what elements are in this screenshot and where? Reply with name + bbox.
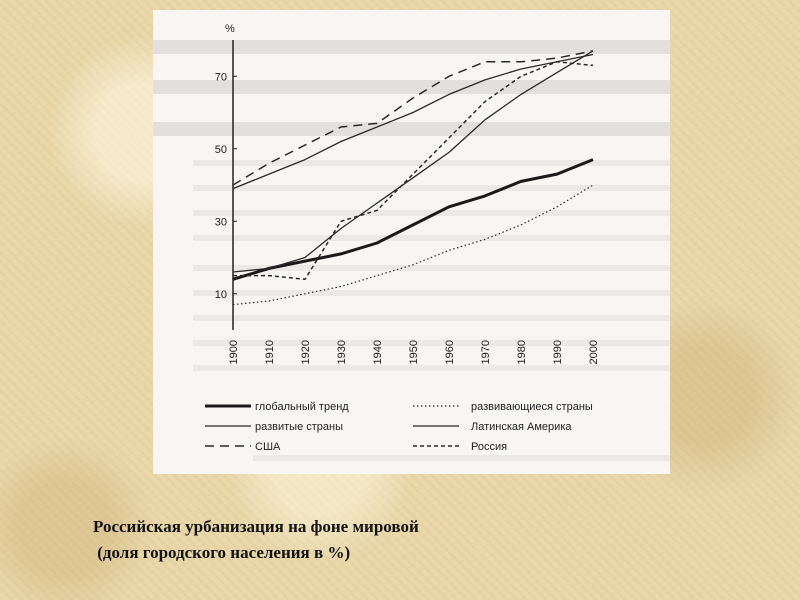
x-tick-label: 1950	[408, 340, 420, 365]
urbanization-line-chart	[153, 10, 670, 474]
y-tick-label: 10	[214, 288, 227, 301]
series-line	[233, 55, 593, 189]
series-line	[233, 185, 593, 305]
x-tick-label: 1990	[552, 340, 564, 365]
legend-label: Латинская Америка	[471, 421, 572, 433]
series-line	[233, 62, 593, 279]
y-axis-unit-label: %	[225, 23, 235, 35]
slide-caption	[93, 514, 419, 566]
x-tick-label: 1960	[444, 340, 456, 365]
background-print	[153, 40, 670, 461]
x-tick-label: 1970	[480, 340, 492, 365]
x-tick-label: 1930	[336, 340, 348, 365]
legend-label: развивающиеся страны	[471, 401, 593, 413]
legend-label: США	[255, 441, 281, 453]
legend	[205, 401, 593, 453]
chart-image	[153, 10, 670, 474]
y-tick-label: 30	[214, 216, 227, 229]
x-tick-label: 2000	[588, 340, 600, 365]
x-tick-label: 1910	[264, 340, 276, 365]
y-tick-label: 50	[214, 143, 227, 156]
y-tick-label: 70	[214, 71, 227, 84]
x-tick-label: 1900	[228, 340, 240, 365]
x-tick-label: 1940	[372, 340, 384, 365]
legend-label: глобальный тренд	[255, 401, 349, 413]
caption-line-2: (доля городского населения в %)	[93, 543, 351, 562]
caption-line-1: Российская урбанизация на фоне мировой	[93, 517, 419, 536]
x-tick-label: 1980	[516, 340, 528, 365]
x-tick-label: 1920	[300, 340, 312, 365]
legend-label: Россия	[471, 441, 508, 453]
legend-label: развитые страны	[255, 421, 344, 433]
